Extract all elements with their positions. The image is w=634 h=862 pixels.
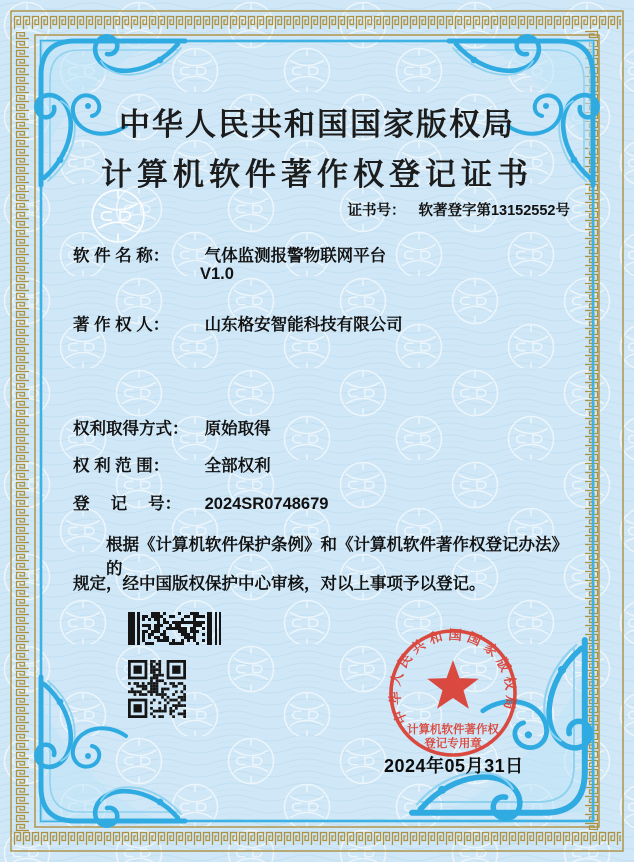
- star-icon: [427, 660, 478, 709]
- barcode: [128, 612, 221, 645]
- software-name-value: 气体监测报警物联网平台: [204, 247, 387, 265]
- issuing-authority: 中华人民共和国国家版权局: [119, 107, 515, 142]
- certificate-number-label: 证书号：: [347, 203, 406, 219]
- certificate-number: [347, 199, 570, 220]
- qr-code: [128, 660, 186, 718]
- field-rights-scope: [73, 452, 271, 476]
- rights-scope-value: 全部权利: [204, 457, 271, 475]
- statement-line-2: 规定，经中国版权保护中心审核，对以上事项予以登记。: [73, 575, 486, 593]
- field-software-name: [73, 242, 386, 266]
- field-acquisition-method: [73, 415, 271, 439]
- seal-arc-text: 中华人民共和国国家版权局: [387, 627, 519, 727]
- seal-line1: 计算机软件著作权: [407, 724, 499, 736]
- registration-number-value: 2024SR0748679: [204, 495, 329, 513]
- statement-line-1: 根据《计算机软件保护条例》和《计算机软件著作权登记办法》的: [106, 536, 560, 578]
- seal-line2: 登记专用章: [424, 738, 482, 750]
- acquisition-method-label: 权利取得方式：: [73, 420, 189, 438]
- certificate-number-value: 软著登字第13152552号: [418, 203, 570, 219]
- acquisition-method-value: 原始取得: [204, 420, 271, 438]
- rights-scope-label: 权 利 范 围：: [73, 457, 170, 475]
- field-copyright-owner: [73, 311, 403, 335]
- official-seal-stamp: [377, 617, 529, 769]
- software-version: V1.0: [200, 265, 234, 283]
- registration-number-label: 登 记 号：: [73, 495, 182, 513]
- field-registration-number: [73, 490, 328, 514]
- copyright-owner-label: 著 作 权 人：: [73, 316, 170, 334]
- certificate-title: 计算机软件著作权登记证书: [101, 157, 533, 192]
- registration-date: 2024年05月31日: [384, 756, 524, 776]
- copyright-owner-value: 山东格安智能科技有限公司: [204, 316, 403, 334]
- software-name-label: 软 件 名 称：: [73, 247, 170, 265]
